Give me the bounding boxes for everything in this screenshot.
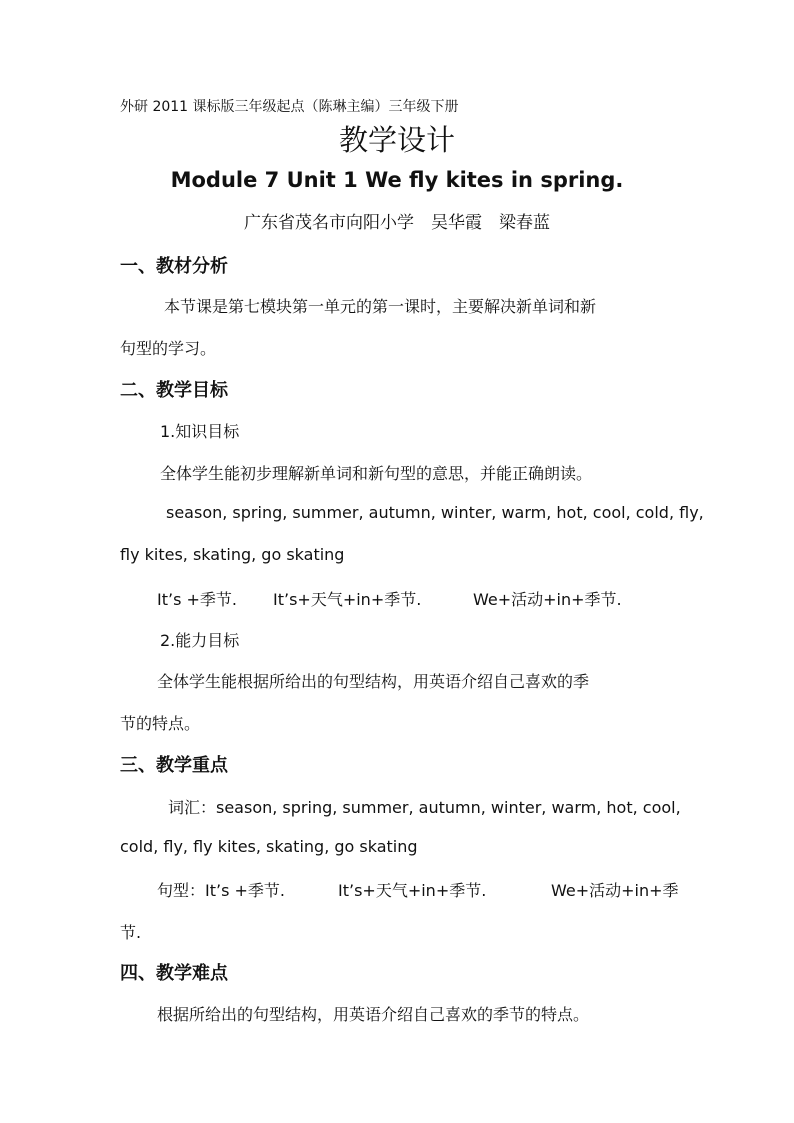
sentence-pattern: 句型：It’s +季节. bbox=[157, 881, 285, 900]
sentence-pattern: It’s+天气+in+季节. bbox=[273, 590, 422, 609]
section-heading-textbook-analysis: 一、教材分析 bbox=[120, 256, 228, 277]
paragraph-line: 句型的学习。 bbox=[120, 339, 217, 358]
paragraph-line: 全体学生能根据所给出的句型结构，用英语介绍自己喜欢的季 bbox=[157, 672, 590, 691]
vocabulary-line: fly kites, skating, go skating bbox=[120, 545, 345, 564]
author-line: 广东省茂名市向阳小学 吴华霞 梁春蓝 bbox=[244, 213, 550, 233]
paragraph-line: 节的特点。 bbox=[120, 714, 201, 733]
section-heading-difficult-points: 四、教学难点 bbox=[120, 963, 228, 984]
lesson-title: Module 7 Unit 1 We fly kites in spring. bbox=[170, 168, 624, 192]
sentence-pattern: We+活动+in+季节. bbox=[473, 590, 622, 609]
document-header: 外研 2011 课标版三年级起点（陈琳主编）三年级下册 bbox=[120, 99, 459, 115]
vocabulary-line: cold, fly, fly kites, skating, go skating bbox=[120, 837, 418, 856]
sentence-pattern: It’s +季节. bbox=[157, 590, 237, 609]
section-heading-key-points: 三、教学重点 bbox=[120, 755, 228, 776]
document-title: 教学设计 bbox=[338, 123, 455, 157]
sentence-pattern: It’s+天气+in+季节. bbox=[338, 881, 487, 900]
vocabulary-line: season, spring, summer, autumn, winter, warm, hot, cool, cold, fly, bbox=[166, 503, 704, 522]
paragraph-line: 全体学生能初步理解新单词和新句型的意思，并能正确朗读。 bbox=[160, 464, 593, 483]
subheading-ability-objectives: 2.能力目标 bbox=[160, 631, 240, 650]
paragraph-line: 根据所给出的句型结构，用英语介绍自己喜欢的季节的特点。 bbox=[157, 1005, 590, 1024]
paragraph-line: 本节课是第七模块第一单元的第一课时，主要解决新单词和新 bbox=[164, 297, 597, 316]
vocabulary-line: 词汇：season, spring, summer, autumn, winter, warm, hot, cool, bbox=[168, 798, 681, 817]
sentence-pattern: We+活动+in+季 bbox=[551, 881, 679, 900]
subheading-knowledge-objectives: 1.知识目标 bbox=[160, 422, 240, 441]
sentence-pattern: 节. bbox=[120, 923, 142, 942]
section-heading-teaching-objectives: 二、教学目标 bbox=[120, 380, 228, 401]
